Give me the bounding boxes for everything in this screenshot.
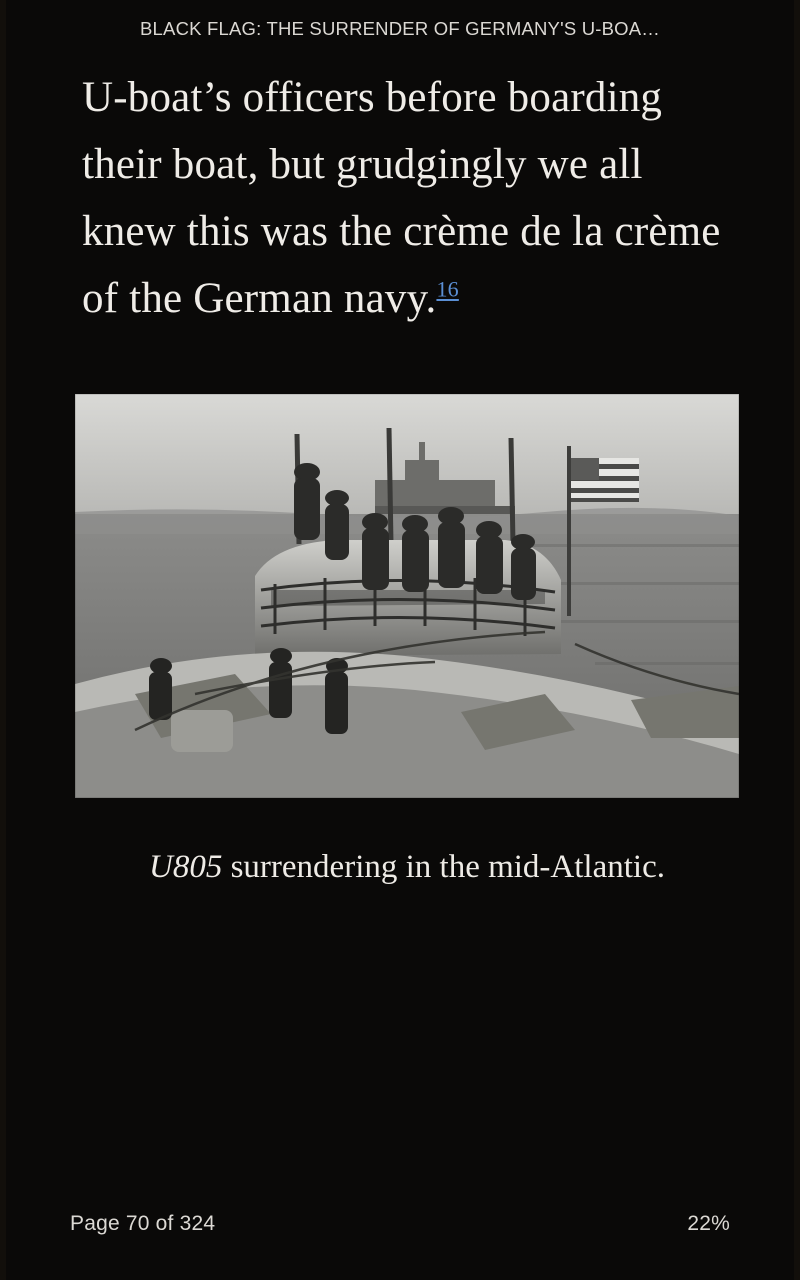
footnote-link[interactable]: 16 bbox=[436, 276, 459, 302]
progress-indicator: 22% bbox=[687, 1212, 730, 1235]
book-title: BLACK FLAG: THE SURRENDER OF GERMANY'S U-BOA… bbox=[140, 18, 660, 39]
figure-block bbox=[82, 394, 732, 893]
uboat-photo bbox=[75, 394, 739, 798]
paragraph-text: U-boat’s officers before boarding their boat, but grudgingly we all knew this was the crème de la crème of the German navy. bbox=[82, 74, 721, 323]
book-title-header bbox=[6, 0, 794, 58]
body-paragraph bbox=[82, 64, 732, 332]
figure-caption bbox=[149, 842, 665, 893]
page-content bbox=[6, 58, 794, 1188]
reader-footer bbox=[6, 1188, 794, 1280]
figure-caption-italic: U805 bbox=[149, 849, 223, 886]
page-indicator: Page 70 of 324 bbox=[70, 1212, 216, 1235]
figure-caption-rest: surrendering in the mid-Atlantic. bbox=[222, 849, 665, 886]
